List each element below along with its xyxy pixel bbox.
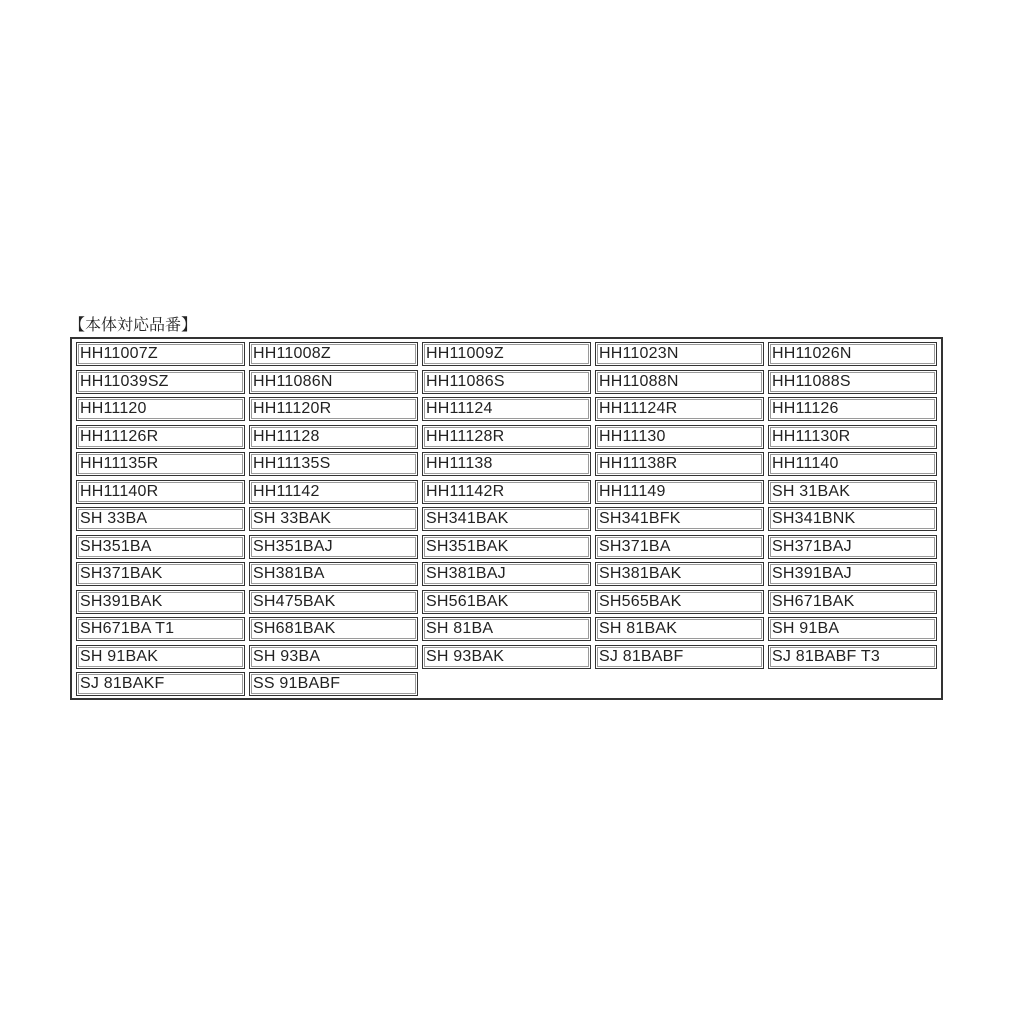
model-cell: SH371BAJ (768, 535, 937, 559)
model-cell: HH11149 (595, 480, 764, 504)
model-cell: SH351BAK (422, 535, 591, 559)
model-cell: HH11007Z (76, 342, 245, 366)
model-cell: SH 81BA (422, 617, 591, 641)
model-cell: SH371BA (595, 535, 764, 559)
model-cell: SH 93BA (249, 645, 418, 669)
model-cell: HH11138 (422, 452, 591, 476)
model-cell: SJ 81BAKF (76, 672, 245, 696)
model-cell: HH11088S (768, 370, 937, 394)
model-cell: HH11135R (76, 452, 245, 476)
model-cell: HH11126R (76, 425, 245, 449)
model-cell: SH351BAJ (249, 535, 418, 559)
model-cell: SH671BA T1 (76, 617, 245, 641)
model-cell: SS 91BABF (249, 672, 418, 696)
model-cell: SJ 81BABF (595, 645, 764, 669)
model-cell: SH371BAK (76, 562, 245, 586)
model-cell: HH11026N (768, 342, 937, 366)
model-cell: SH681BAK (249, 617, 418, 641)
model-cell: SH 91BA (768, 617, 937, 641)
model-cell: SH391BAK (76, 590, 245, 614)
model-cell: HH11120R (249, 397, 418, 421)
model-cell: SH 31BAK (768, 480, 937, 504)
model-cell: SH 33BAK (249, 507, 418, 531)
model-cell: SH 33BA (76, 507, 245, 531)
model-cell: SH475BAK (249, 590, 418, 614)
model-cell: HH11039SZ (76, 370, 245, 394)
model-cell: SH561BAK (422, 590, 591, 614)
compatible-models-table (70, 337, 943, 700)
model-cell: SH 91BAK (76, 645, 245, 669)
model-cell: HH11130 (595, 425, 764, 449)
model-cell: SH671BAK (768, 590, 937, 614)
model-cell: HH11086N (249, 370, 418, 394)
model-cell: HH11140 (768, 452, 937, 476)
model-cell: HH11128 (249, 425, 418, 449)
model-cell: HH11142 (249, 480, 418, 504)
model-cell: HH11130R (768, 425, 937, 449)
model-cell: SH381BAJ (422, 562, 591, 586)
model-cell: HH11008Z (249, 342, 418, 366)
model-cell: SH 93BAK (422, 645, 591, 669)
model-cell: HH11128R (422, 425, 591, 449)
model-cell: HH11140R (76, 480, 245, 504)
model-cell: SH351BA (76, 535, 245, 559)
model-cell: SH341BNK (768, 507, 937, 531)
model-cell: SH565BAK (595, 590, 764, 614)
model-cell: HH11126 (768, 397, 937, 421)
model-cell: HH11120 (76, 397, 245, 421)
model-cell: HH11124R (595, 397, 764, 421)
model-cell: HH11023N (595, 342, 764, 366)
model-cell: SH341BAK (422, 507, 591, 531)
model-cell: HH11138R (595, 452, 764, 476)
model-cell: HH11009Z (422, 342, 591, 366)
model-cell: HH11088N (595, 370, 764, 394)
model-cell: SH341BFK (595, 507, 764, 531)
model-cell: HH11086S (422, 370, 591, 394)
model-grid (76, 342, 937, 696)
compatible-models-caption: 【本体対応品番】 (69, 315, 198, 334)
model-cell: SH381BA (249, 562, 418, 586)
model-cell: HH11135S (249, 452, 418, 476)
model-cell: HH11142R (422, 480, 591, 504)
model-cell: SH381BAK (595, 562, 764, 586)
model-cell: SJ 81BABF T3 (768, 645, 937, 669)
model-cell: SH 81BAK (595, 617, 764, 641)
model-cell: HH11124 (422, 397, 591, 421)
model-cell: SH391BAJ (768, 562, 937, 586)
